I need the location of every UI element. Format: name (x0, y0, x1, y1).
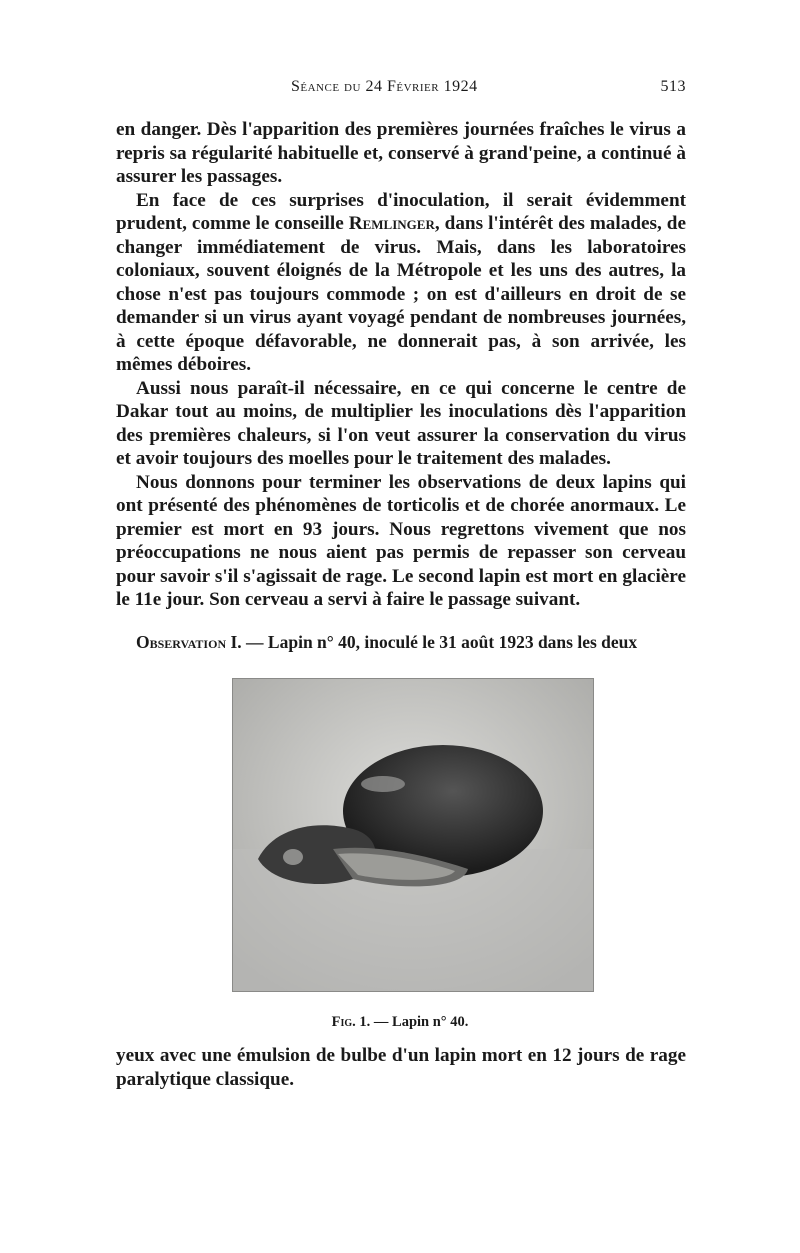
rabbit-highlight (361, 776, 405, 792)
running-header (116, 78, 686, 104)
running-head-title: Séance du 24 Février 1924 (291, 78, 478, 95)
figure-caption (0, 1014, 800, 1031)
observation-text: — Lapin n° 40, inoculé le 31 août 1923 dans les deux (241, 632, 638, 652)
paragraph-4: Nous donnons pour terminer les observations de deux lapins qui ont présenté des phénomènes de torticolis et de chorée anormaux. Le premier est mort en 93 jours. Nous regrettons vivement que nos préoccupations ne nous aient pas permis de repasser son cerveau pour savoir s'il s'agissait de rage. Le second lapin est mort en glacière le 11e jour. Son cerveau a servi à faire le passage suivant. (116, 471, 686, 610)
page-number: 513 (660, 78, 686, 95)
figure-number: Fig. 1. (331, 1014, 371, 1030)
observation-label: Observation I. (136, 632, 242, 652)
body-text (116, 118, 686, 612)
rabbit-eye (283, 849, 303, 865)
paragraph-2 (116, 189, 686, 377)
paragraph-2-start: En face de ces surprises d'inoculation, il serait évidemment prudent, comme le conseille (116, 189, 686, 234)
paragraph-2-end: , dans l'intérêt des malades, de changer immédiatement de virus. Mais, dans les laboratoires coloniaux, souvent éloignés de la Métropole et les uns des autres, la chose n'est pas toujours commode ; on est d'ailleurs en droit de se demander si un virus ayant voyagé pendant de nombreuses journées, à cette époque défavorable, ne donnerait pas, à son arrivée, les mêmes déboires. (116, 213, 686, 375)
paragraph-3: Aussi nous paraît-il nécessaire, en ce qui concerne le centre de Dakar tout au moins, de multiplier les inoculations dès l'apparition des premières chaleurs, si l'on veut assurer la conservation du virus et avoir toujours des moelles pour le traitement des malades. (116, 377, 686, 469)
rabbit-photograph (232, 678, 594, 992)
figure-caption-text: — Lapin n° 40. (370, 1014, 469, 1030)
paragraph-1: en danger. Dès l'apparition des premières journées fraîches le virus a repris sa régularité habituelle et, conservé à grand'peine, a continué à assurer les passages. (116, 119, 686, 187)
rabbit-illustration (233, 679, 593, 991)
author-name: Remlinger (348, 213, 435, 234)
observation-heading (136, 632, 686, 653)
continuation-text: yeux avec une émulsion de bulbe d'un lapin mort en 12 jours de rage paralytique classique. (116, 1045, 686, 1090)
